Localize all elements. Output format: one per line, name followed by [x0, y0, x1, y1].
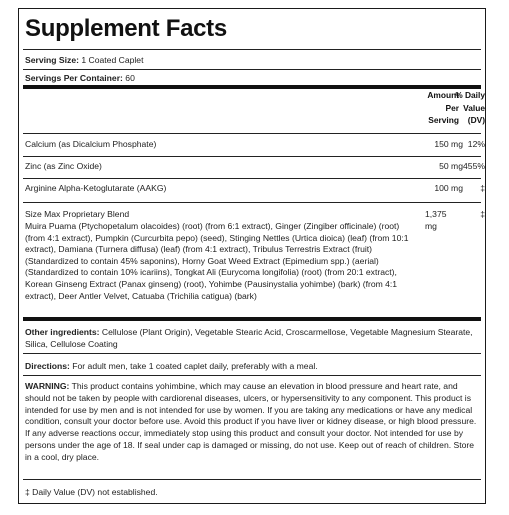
nutrient-amount: 50 mg: [439, 161, 463, 171]
directions: [25, 361, 483, 373]
serving-size: [25, 55, 143, 65]
servings-per-container-value: 60: [125, 73, 135, 83]
divider: [23, 49, 481, 50]
nutrient-dv: ‡: [480, 183, 485, 193]
warning-text: This product contains yohimbine, which may cause an elevation in blood pressure and heart rate, and should not be taken by people with cardiorenal diseases, ulcers, or hypersensitivity to any component. This product is intended for use by men and is not intended for use by women. If you are taking any medications or have any medical condition, consult your doctor before use. Avoid this product if you have liver or kidney disease, or high blood pressure. If any adverse reactions occur, immediately stop using this product and consult your doctor. Not intended for use by persons under the age of 18. If seal under cap is damaged or missing, do not use. Keep out of reach of children. Store in a cool, dry place.: [25, 381, 477, 462]
thick-divider: [23, 317, 481, 321]
header-amount-line: Per: [445, 102, 459, 113]
nutrient-name: Zinc (as Zinc Oxide): [25, 161, 102, 171]
other-ingredients-label: Other ingredients:: [25, 327, 100, 337]
divider: [23, 375, 481, 376]
header-dv-line: (DV): [467, 115, 485, 125]
nutrient-name: Calcium (as Dicalcium Phosphate): [25, 139, 157, 149]
nutrient-dv: 12%: [467, 139, 485, 149]
other-ingredients: [25, 327, 483, 351]
divider: [23, 133, 481, 134]
divider: [23, 479, 481, 480]
header-amount-line: Amount: [427, 90, 459, 100]
footnote: ‡ Daily Value (DV) not established.: [25, 487, 158, 497]
serving-size-value: 1 Coated Caplet: [81, 55, 144, 65]
header-amount-line: Serving: [428, 115, 459, 125]
blend-amount-unit: mg: [425, 220, 437, 231]
servings-per-container: [25, 73, 135, 83]
blend-amount: [425, 209, 473, 232]
divider: [23, 156, 481, 157]
directions-label: Directions:: [25, 361, 70, 371]
header-dv-line: % Daily: [455, 90, 485, 100]
panel-content: [23, 9, 485, 503]
divider: [23, 353, 481, 354]
servings-per-container-label: Servings Per Container:: [25, 73, 123, 83]
blend-amount-value: 1,375: [425, 209, 447, 219]
divider: [23, 178, 481, 179]
nutrient-dv: 455%: [463, 161, 485, 171]
blend-dv: ‡: [480, 209, 485, 219]
nutrient-amount: 150 mg: [434, 139, 463, 149]
blend-name: Size Max Proprietary Blend: [25, 209, 130, 219]
warning: [25, 381, 483, 464]
divider: [23, 69, 481, 70]
divider: [23, 202, 481, 203]
warning-label: WARNING:: [25, 381, 70, 391]
nutrient-name: Arginine Alpha-Ketoglutarate (AAKG): [25, 183, 167, 193]
serving-size-label: Serving Size:: [25, 55, 79, 65]
panel-title: Supplement Facts: [25, 15, 227, 42]
nutrient-amount: 100 mg: [434, 183, 463, 193]
other-ingredients-text: Cellulose (Plant Origin), Vegetable Stearic Acid, Croscarmellose, Vegetable Magnesium Stearate, Silica, Cellulose Coating: [25, 327, 473, 349]
blend-ingredients: Muira Puama (Ptychopetalum olacoides) (root) (from 6:1 extract), Ginger (Zingiber officinale) (root) (from 4:1 extract), Pumpkin (Curcurbita pepo) (seed), Stinging Nettles (Urtica dioica) (leaf) (from 10:1 extract), Damiana (Turnera diffusa) (leaf) (from 4:1 extract), Tribulus Terrestris Extract (fruit) (Standardized to contain 45% saponins), Horny Goat Weed Extract (Epimedium spp.) (aerial) (Standardized to contain 10% icariins), Tongkat Ali (Eurycoma longifolia) (root) (from 20:1 extract), Korean Ginseng Extract (Panax ginseng) (root), Yohimbe (Pausinystalia yohimbe) (bark) (from 4:1 extract), Deer Antler Velvet, Catuaba (Trichilia catigua) (bark): [25, 221, 409, 301]
daily-value-header: [439, 89, 485, 127]
directions-text: For adult men, take 1 coated caplet daily, preferably with a meal.: [69, 361, 318, 371]
supplement-facts-panel: [18, 8, 486, 504]
header-dv-line: Value: [463, 102, 485, 113]
